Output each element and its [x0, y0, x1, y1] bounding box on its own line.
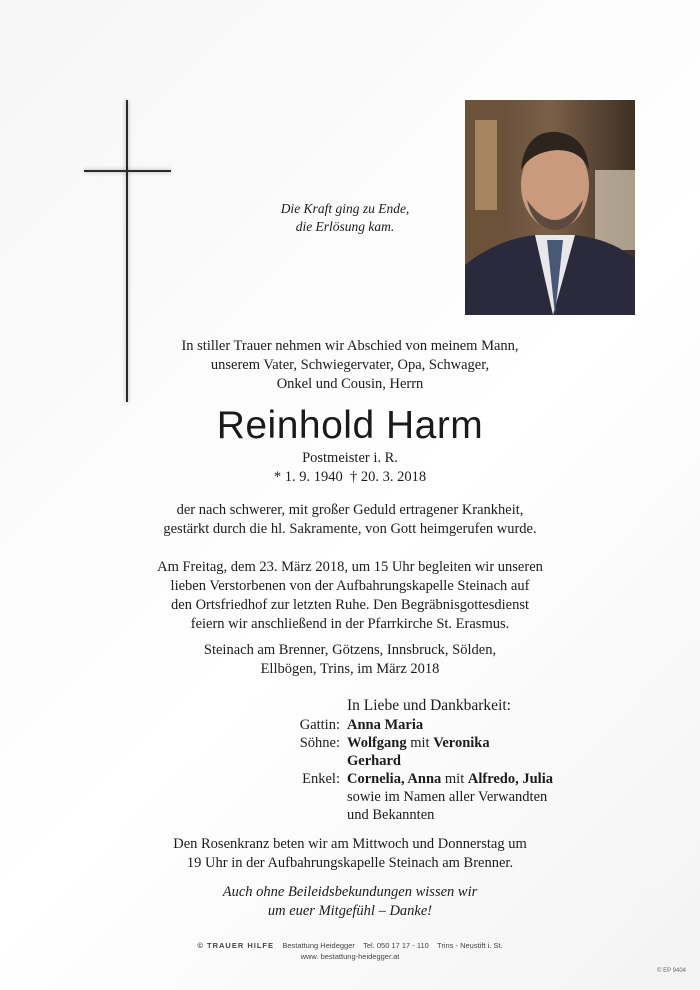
website-link[interactable]: www. bestattung-heidegger.at — [300, 952, 400, 961]
wife-entry — [347, 716, 627, 734]
motto — [250, 200, 440, 236]
intro-line: Onkel und Cousin, Herrn — [276, 376, 424, 392]
paragraph-line: lieben Verstorbenen von der Aufbahrungskapelle Steinach auf — [170, 578, 530, 594]
footer — [0, 940, 700, 962]
places-line: Steinach am Brenner, Götzens, Innsbruck, Sölden, — [203, 642, 497, 658]
son-name: Gerhard — [347, 753, 401, 769]
life-dates: * 1. 9. 1940 † 20. 3. 2018 — [273, 469, 427, 485]
motto-line: Die Kraft ging zu Ende, — [280, 201, 410, 216]
rosary-line: 19 Uhr in der Aufbahrungskapelle Steinach am Brenner. — [186, 855, 514, 871]
death-notice-paragraph — [0, 501, 700, 539]
company-name: Bestattung Heidegger — [282, 941, 355, 950]
connector-text: mit — [406, 735, 434, 751]
son-partner-name: Veronika — [433, 735, 490, 751]
intro-line: unserem Vater, Schwiegervater, Opa, Schwager, — [210, 357, 490, 373]
grandchildren-names: Alfredo, Julia — [467, 771, 553, 787]
connector-text: mit — [441, 771, 468, 787]
intro-line: In stiller Trauer nehmen wir Abschied von meinem Mann, — [181, 338, 519, 354]
son-name: Wolfgang — [347, 735, 407, 751]
grandchildren-names: Cornelia, Anna — [347, 771, 442, 787]
sons-entry — [347, 734, 627, 752]
paragraph-line: feiern wir anschließend in der Pfarrkirche St. Erasmus. — [190, 616, 510, 632]
closing-note — [0, 883, 700, 921]
portrait-photo — [465, 100, 635, 315]
funeral-details-paragraph — [0, 558, 700, 634]
motto-line: die Erlösung kam. — [295, 219, 395, 234]
wife-name: Anna Maria — [347, 717, 424, 733]
deceased-name: Reinhold Harm — [216, 404, 484, 447]
closing-line: um euer Mitgefühl – Danke! — [267, 903, 433, 919]
paragraph-line: der nach schwerer, mit großer Geduld ertragener Krankheit, — [176, 502, 524, 518]
others-line: sowie im Namen aller Verwandten — [347, 789, 548, 805]
trauer-hilfe-logo: © TRAUER HILFE — [197, 941, 274, 950]
sons-entry-2 — [347, 752, 627, 770]
phone-number: Tel. 050 17 17 - 110 — [363, 941, 429, 950]
deceased-profession: Postmeister i. R. — [302, 450, 398, 466]
grandchildren-label: Enkel: — [302, 771, 340, 787]
sons-label: Söhne: — [299, 735, 340, 751]
rosary-line: Den Rosenkranz beten wir am Mittwoch und Donnerstag um — [173, 836, 527, 852]
places-and-date — [0, 641, 700, 679]
company-location: Trins - Neustift i. St. — [437, 941, 503, 950]
footer-line — [0, 940, 700, 951]
mourners-heading: In Liebe und Dankbarkeit: — [347, 697, 511, 714]
closing-line: Auch ohne Beileidsbekundungen wissen wir — [222, 884, 478, 900]
paragraph-line: Am Freitag, dem 23. März 2018, um 15 Uhr begleiten wir unseren — [157, 559, 543, 575]
paragraph-line: den Ortsfriedhof zur letzten Ruhe. Den Begräbnisgottesdienst — [171, 597, 529, 613]
grandchildren-entry — [347, 770, 627, 788]
intro-text — [0, 337, 700, 394]
document-code: © EP 9404 — [657, 968, 686, 974]
cross-horizontal-bar — [84, 170, 171, 172]
places-line: Ellbögen, Trins, im März 2018 — [260, 661, 440, 677]
wife-label: Gattin: — [299, 717, 340, 733]
others-line: und Bekannten — [347, 807, 435, 823]
paragraph-line: gestärkt durch die hl. Sakramente, von Gott heimgerufen wurde. — [163, 521, 537, 537]
rosary-notice — [0, 835, 700, 873]
